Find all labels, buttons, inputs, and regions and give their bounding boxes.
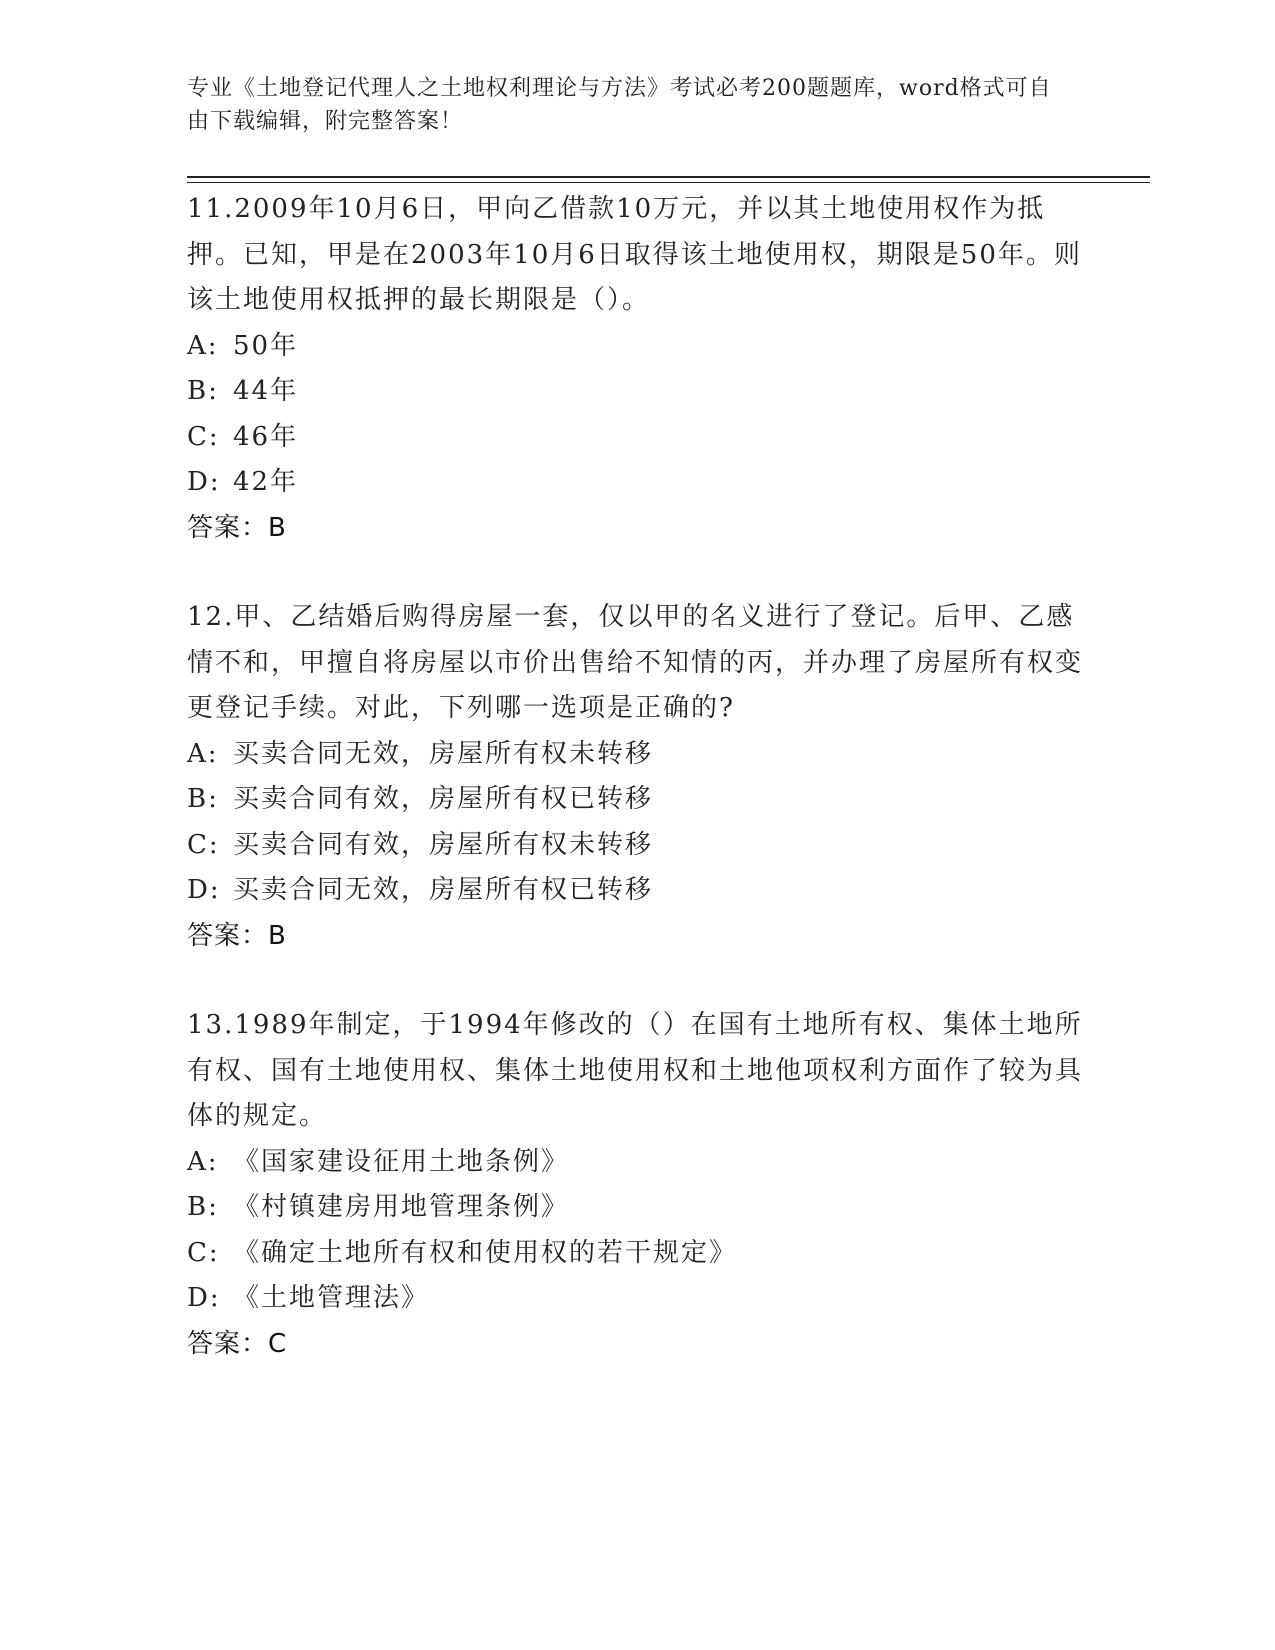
- option-a: [187, 324, 1087, 370]
- option-text: 《确定土地所有权和使用权的若干规定》: [233, 1237, 738, 1268]
- option-text: 买卖合同有效，房屋所有权已转移: [233, 784, 654, 814]
- question-13: [187, 1003, 1087, 1367]
- option-text: 44年: [233, 376, 299, 406]
- option-letter: C:: [187, 829, 220, 860]
- answer-line: 答案：B: [187, 512, 287, 543]
- option-text: 买卖合同无效，房屋所有权已转移: [233, 875, 654, 905]
- option-text: 《土地管理法》: [233, 1283, 430, 1313]
- option-text: 46年: [233, 421, 299, 452]
- option-letter: C:: [187, 421, 220, 452]
- header-divider-thin: [187, 182, 1150, 183]
- option-letter: A:: [187, 330, 219, 361]
- option-text: 42年: [233, 467, 299, 497]
- option-text: 50年: [233, 330, 299, 361]
- option-d: [187, 868, 1087, 914]
- option-letter: B:: [187, 376, 219, 406]
- header-divider-thick: [187, 176, 1150, 178]
- option-letter: B:: [187, 784, 219, 814]
- question-list: [187, 187, 1087, 1411]
- question-11: [187, 187, 1087, 551]
- option-b: [187, 369, 1087, 415]
- option-text: 买卖合同无效，房屋所有权未转移: [233, 738, 654, 769]
- option-letter: D:: [187, 875, 221, 905]
- answer-line: 答案：B: [187, 920, 287, 951]
- option-c: [187, 823, 1087, 869]
- option-letter: D:: [187, 467, 221, 497]
- option-c: [187, 415, 1087, 461]
- option-b: [187, 1185, 1087, 1231]
- option-b: [187, 777, 1087, 823]
- document-header: 专业《土地登记代理人之土地权利理论与方法》考试必考200题题库，word格式可自由下载编辑，附完整答案！: [187, 76, 1052, 134]
- option-letter: C:: [187, 1237, 220, 1268]
- option-c: [187, 1231, 1087, 1277]
- option-d: [187, 460, 1087, 506]
- option-letter: B:: [187, 1192, 219, 1222]
- question-text: 12.甲、乙结婚后购得房屋一套，仅以甲的名义进行了登记。后甲、乙感情不和，甲擅自将房屋以市价出售给不知情的丙，并办理了房屋所有权变更登记手续。对此，下列哪一选项是正确的?: [187, 602, 1084, 723]
- answer-line: 答案：C: [187, 1328, 288, 1359]
- question-12: [187, 595, 1087, 959]
- question-text: 13.1989年制定，于1994年修改的（）在国有土地所有权、集体土地所有权、国有土地使用权、集体土地使用权和土地他项权利方面作了较为具体的规定。: [187, 1010, 1084, 1131]
- option-letter: A:: [187, 1146, 219, 1177]
- option-text: 《国家建设征用土地条例》: [233, 1146, 570, 1177]
- option-text: 买卖合同有效，房屋所有权未转移: [233, 829, 654, 860]
- option-letter: A:: [187, 738, 219, 769]
- option-a: [187, 732, 1087, 778]
- option-letter: D:: [187, 1283, 221, 1313]
- option-text: 《村镇建房用地管理条例》: [233, 1192, 570, 1222]
- question-text: 11.2009年10月6日，甲向乙借款10万元，并以其土地使用权作为抵押。已知，甲是在2003年10月6日取得该土地使用权，期限是50年。则该土地使用权抵押的最长期限是（）。: [187, 194, 1082, 315]
- option-d: [187, 1276, 1087, 1322]
- option-a: [187, 1140, 1087, 1186]
